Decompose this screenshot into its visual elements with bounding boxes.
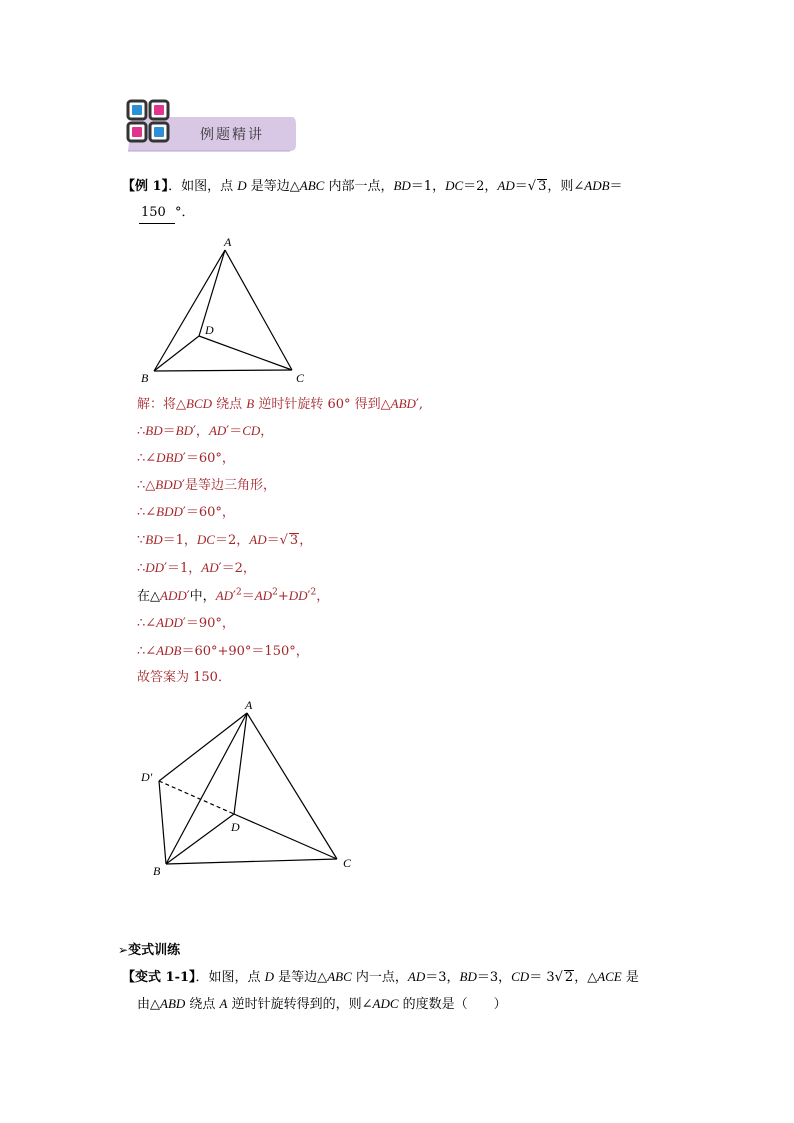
label-B: B <box>141 371 149 385</box>
example1-answer-line: 150 °． <box>139 203 195 224</box>
banner-label: 例题精讲 <box>200 127 264 143</box>
solution-line-6: ∵BD＝1，DC＝2，AD＝√ 3， <box>137 532 313 548</box>
solution-line-4: ∴△BDD′是等边三角形， <box>137 477 276 493</box>
label-C: C <box>296 371 305 385</box>
example1-problem: 【例 1】．如图，点 D 是等边△ABC 内部一点，BD＝1，DC＝2，AD＝√ 3，则∠ADB＝ <box>122 178 623 194</box>
solution-line-11: 故答案为 150． <box>137 670 231 685</box>
label-A: A <box>224 235 232 249</box>
solution-line-7: ∴DD′＝1，AD′＝2， <box>137 560 256 576</box>
solution-line-3: ∴∠DBD′＝60°， <box>137 450 235 466</box>
solution-line-9: ∴∠ADD′＝90°， <box>137 615 235 631</box>
variant-problem-line-2: 由△ABD 绕点 A 逆时针旋转得到的，则∠ADC 的度数是（ ） <box>137 996 507 1012</box>
figure-1 <box>135 230 315 390</box>
fig2-label-D: D <box>231 820 240 834</box>
solution-line-8: 在△ADD′中，$AD'^2=AD^2+DD'^2$， <box>137 587 330 604</box>
example-tag: 【例 1】 <box>122 179 169 194</box>
solution-line-5: ∴∠BDD′＝60°， <box>137 504 235 520</box>
fig2-label-A: A <box>245 698 253 712</box>
solution-line-10: ∴∠ADB＝60°+90°＝150°， <box>137 643 309 659</box>
answer-blank: 150 <box>139 203 175 224</box>
figure-2 <box>135 695 365 885</box>
solution-line-2: ∴BD＝BD′，AD′＝CD， <box>137 423 274 439</box>
fig2-label-B: B <box>153 864 161 878</box>
arrow-bullet-icon: ➢ <box>118 943 129 957</box>
label-D: D <box>205 323 214 337</box>
solution-line-1: 解：将△BCD 绕点 B 逆时针旋转 60° 得到△ABD′, <box>137 396 424 412</box>
variant-heading: ➢变式训练 <box>118 943 181 958</box>
variant-problem-line-1: 【变式 1-1】．如图，点 D 是等边△ABC 内一点，AD＝3，BD＝3，CD＝ 3√ 2，△ACE 是 <box>122 969 639 985</box>
fig2-label-D-prime: D′ <box>141 770 153 784</box>
fig2-label-C: C <box>343 856 352 870</box>
variant-tag: 【变式 1-1】 <box>122 970 196 985</box>
